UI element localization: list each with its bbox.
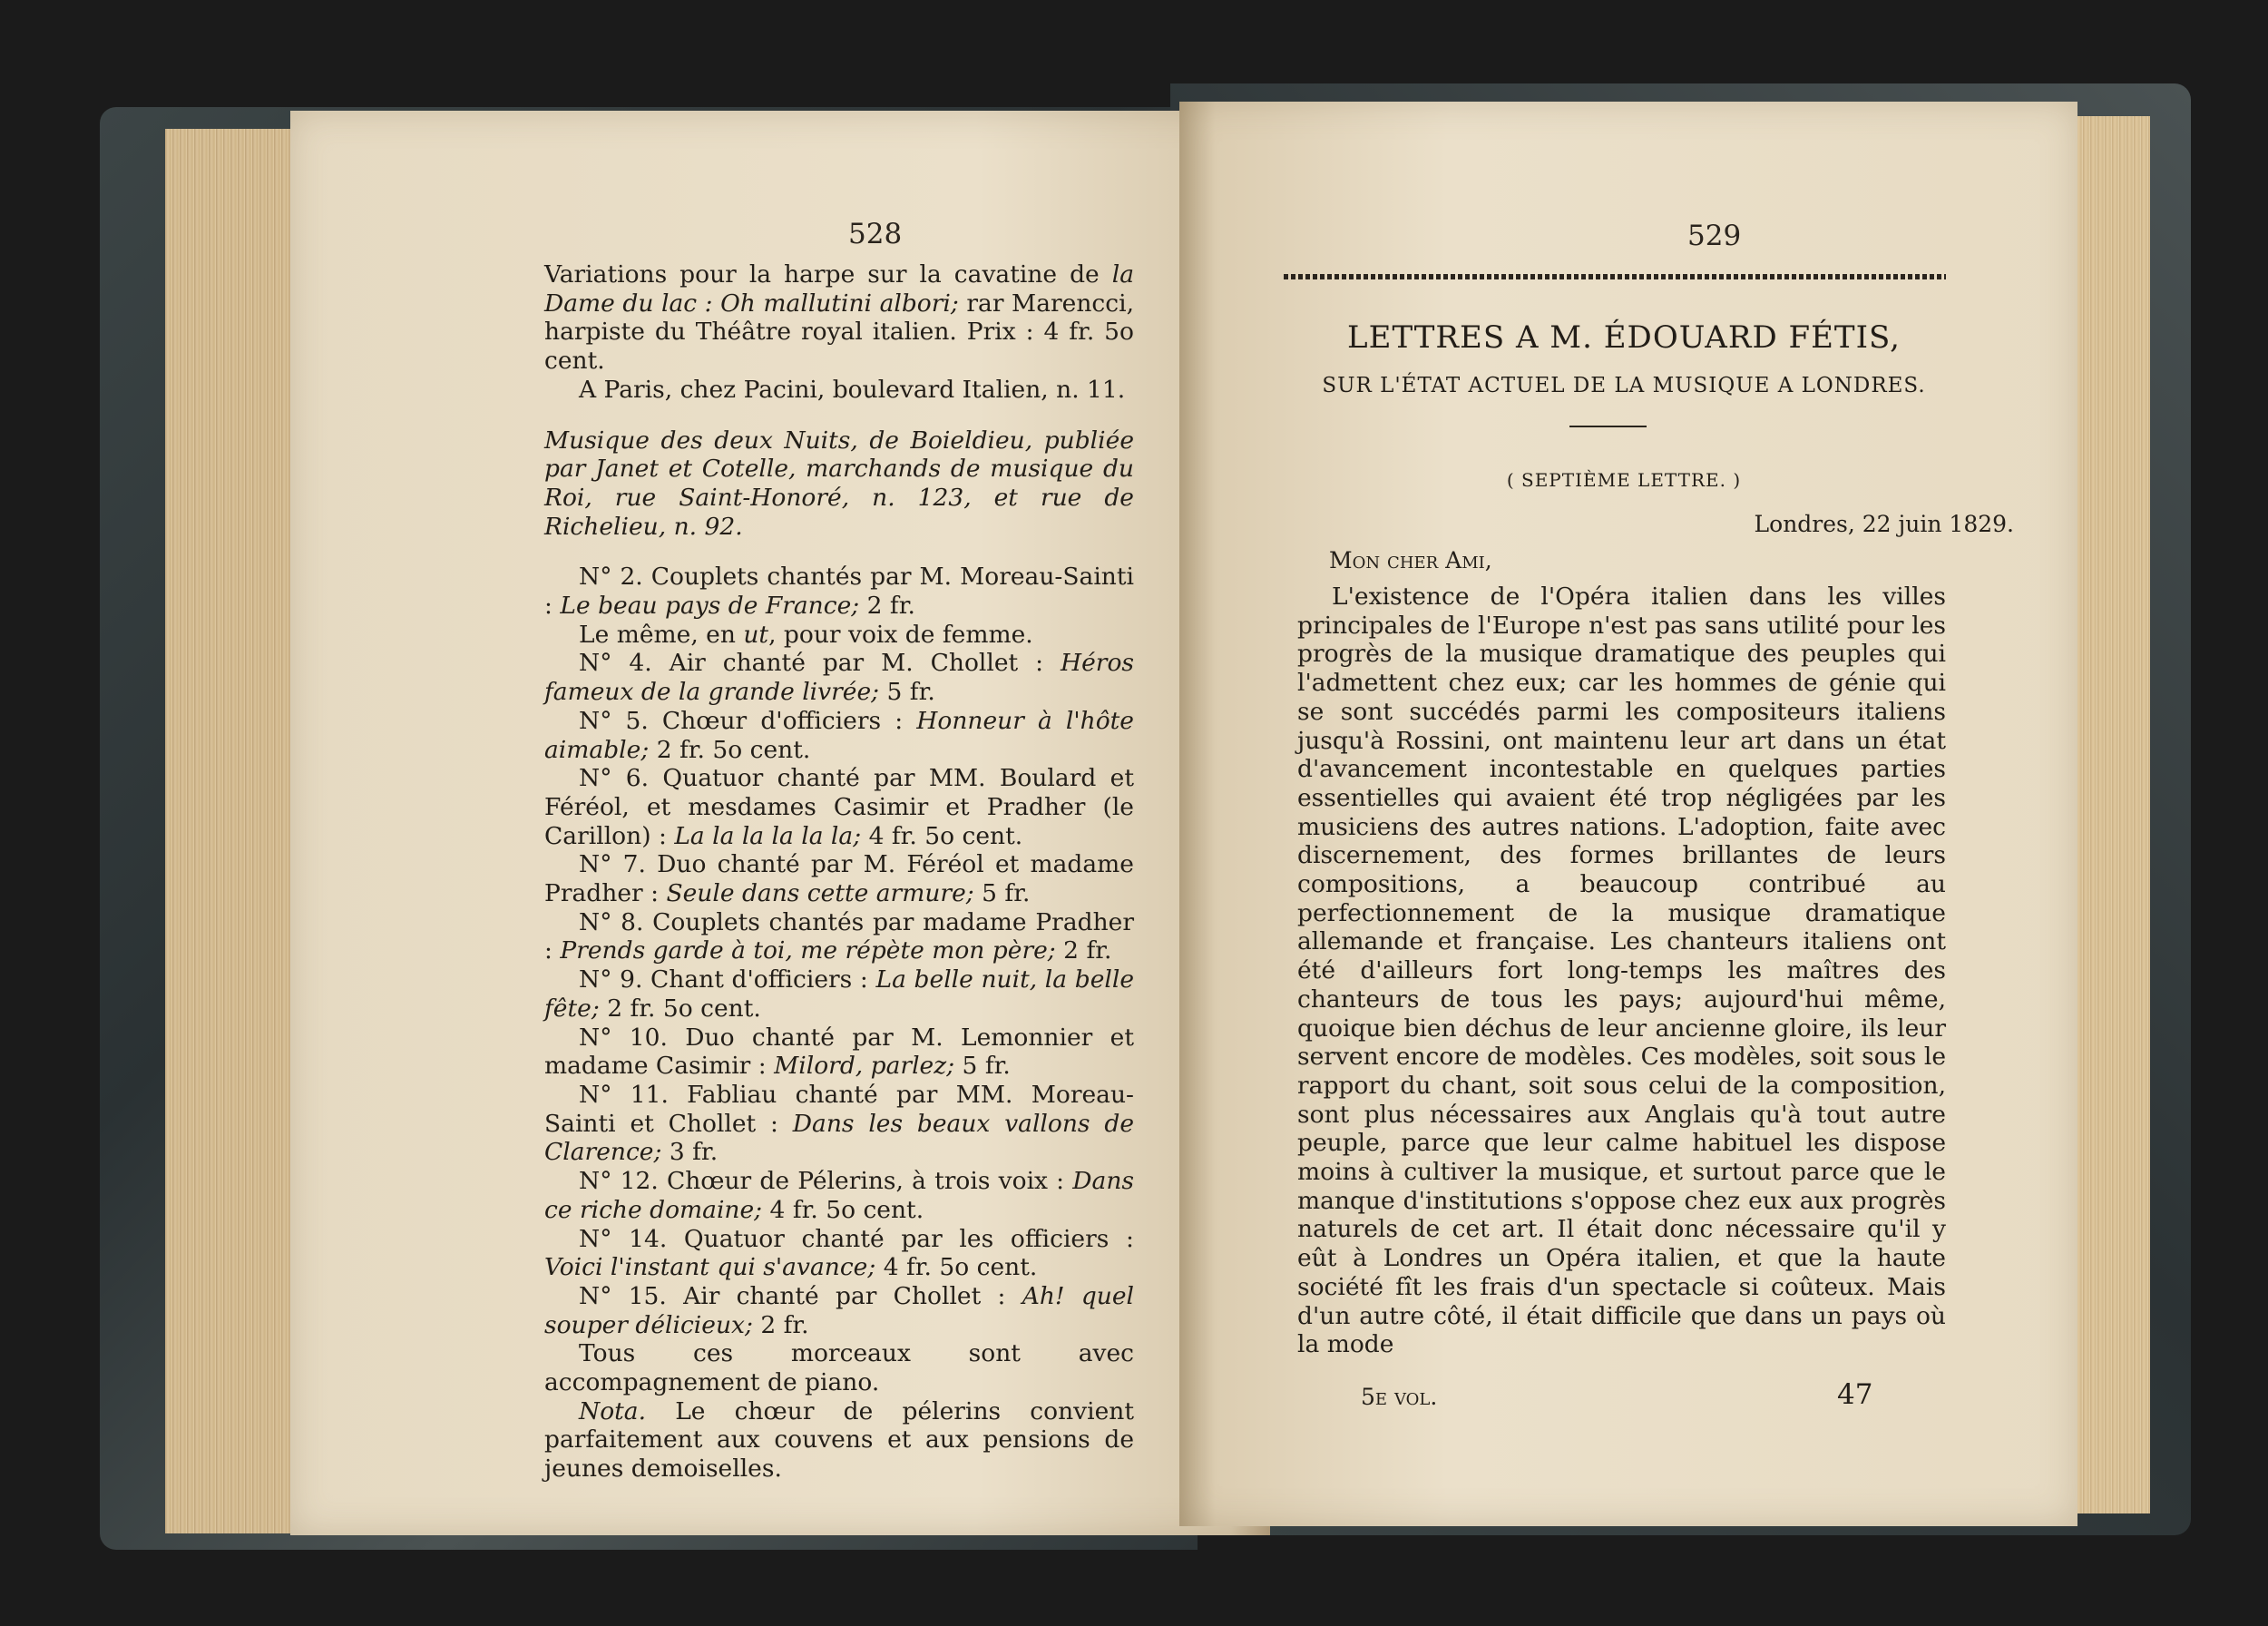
catalog-paragraph: [544, 621, 1134, 650]
roman-text: 5 fr.: [879, 678, 935, 707]
open-book: [100, 91, 2186, 1543]
roman-text: , pour voix de femme.: [768, 620, 1033, 649]
catalog-paragraph: [544, 563, 1134, 620]
roman-text: N° 2. Couplets chantés par M. Moreau-Sainti :: [544, 563, 1134, 621]
roman-text: N° 12. Chœur de Pélerins, à trois voix :: [579, 1167, 1073, 1196]
catalog-paragraph: [544, 850, 1134, 907]
roman-text: 4 fr. 5o cent.: [861, 821, 1023, 850]
catalog-paragraph: [544, 707, 1134, 764]
catalog-paragraph: [544, 908, 1134, 965]
italic-text: La belle nuit, la belle fête;: [544, 965, 1135, 1023]
roman-text: Le chœur de pélerins convient parfaitement aux couvens et aux pensions de jeunes demoiselles.: [544, 1396, 1134, 1484]
italic-text: Dans les beaux vallons de Clarence;: [544, 1109, 1135, 1167]
roman-text: A Paris, chez Pacini, boulevard Italien, n. 11.: [579, 375, 1126, 404]
italic-text: La la la la la la;: [674, 821, 862, 850]
roman-text: 2 fr.: [1055, 936, 1112, 965]
letter-number: ( SEPTIÈME LETTRE. ): [1506, 469, 1742, 491]
left-page-text: [544, 260, 1134, 1484]
italic-text: Ah! quel souper délicieux;: [544, 1281, 1135, 1339]
roman-text: 5 fr.: [973, 879, 1031, 908]
catalog-paragraph: [544, 1339, 1134, 1396]
roman-text: 4 fr. 5o cent.: [875, 1253, 1038, 1282]
italic-text: Musique des deux Nuits, de Boieldieu, publiée par Janet et Cotelle, marchands de musique du Roi, rue Saint-Honoré, n. 123, et rue de Richelieu, n. 92.: [544, 426, 1134, 541]
catalog-paragraph: [544, 1225, 1134, 1282]
roman-text: 4 fr. 5o cent.: [762, 1195, 924, 1224]
roman-text: Tous ces morceaux sont avec accompagnement de piano.: [544, 1339, 1134, 1397]
roman-text: Le même, en: [579, 620, 744, 649]
catalog-paragraph: [544, 1024, 1134, 1081]
roman-text: 5 fr.: [954, 1052, 1011, 1081]
letter-body: [1297, 583, 1946, 1359]
catalog-paragraph: [544, 260, 1134, 376]
italic-text: Le beau pays de France;: [560, 592, 860, 621]
roman-text: 2 fr. 5o cent.: [599, 994, 761, 1023]
header-rule: [1284, 274, 1946, 279]
roman-text: N° 7. Duo chanté par M. Féréol et madame Pradher :: [544, 850, 1134, 908]
roman-text: 3 fr.: [661, 1138, 719, 1167]
italic-text: Seule dans cette armure;: [666, 879, 974, 908]
roman-text: N° 15. Air chanté par Chollet :: [579, 1281, 1022, 1310]
roman-text: N° 10. Duo chanté par M. Lemonnier et madame Casimir :: [544, 1023, 1134, 1081]
letter-subtitle: SUR L'ÉTAT ACTUEL DE LA MUSIQUE A LONDRES.: [1322, 374, 1926, 397]
signature-mark: 5e vol.: [1361, 1384, 1438, 1410]
roman-text: rar Marencci, harpiste du Théâtre royal italien. Prix : 4 fr. 5o cent.: [544, 289, 1134, 376]
roman-text: N° 4. Air chanté par M. Chollet :: [579, 649, 1061, 678]
catalog-paragraph: [544, 376, 1134, 405]
right-page: [1179, 102, 2077, 1526]
dateline: Londres, 22 juin 1829.: [1754, 511, 2014, 537]
title-rule: [1569, 426, 1647, 427]
italic-text: Honneur à l'hôte aimable;: [544, 706, 1134, 764]
italic-text: Nota.: [579, 1396, 647, 1425]
roman-text: 2 fr. 5o cent.: [649, 735, 811, 764]
catalog-paragraph: [544, 965, 1134, 1023]
gathering-number: 47: [1837, 1378, 1873, 1411]
catalog-paragraph: [544, 764, 1134, 850]
roman-text: 2 fr.: [752, 1310, 809, 1339]
italic-text: ut: [743, 620, 769, 649]
italic-text: la Dame du lac : Oh mallutini albori;: [544, 260, 1134, 318]
italic-text: Dans ce riche domaine;: [544, 1167, 1134, 1224]
roman-text: Variations pour la harpe sur la cavatine de: [544, 260, 1112, 289]
italic-text: Prends garde à toi, me répète mon père;: [560, 936, 1056, 965]
italic-text: Milord, parlez;: [774, 1052, 955, 1081]
roman-text: N° 5. Chœur d'officiers :: [579, 706, 917, 735]
roman-text: N° 11. Fabliau chanté par MM. Moreau-Sainti et Chollet :: [544, 1080, 1134, 1138]
catalog-paragraph: [544, 1282, 1134, 1339]
catalog-paragraph: [544, 1081, 1134, 1167]
italic-text: Voici l'instant qui s'avance;: [544, 1253, 876, 1282]
catalog-paragraph: [544, 426, 1134, 542]
catalog-paragraph: [544, 649, 1134, 706]
roman-text: 2 fr.: [859, 592, 915, 621]
letter-body-paragraph: L'existence de l'Opéra italien dans les villes principales de l'Europe n'est pas sans utilité pour les progrès de la musique dramatique des peuples qui l'admettent chez eux; car les hommes de génie qui se sont succédés parmi les compositeurs italiens jusqu'à Rossini, ont maintenu leur art dans un état d'avancement incontestable en quelques parties essentielles qui avaient été trop négligées par les musiciens des autres nations. L'adoption, faite avec discernement, des formes brillantes de leurs compositions, a beaucoup contribué au perfectionnement de la musique dramatique allemande et française. Les chanteurs italiens ont été d'ailleurs fort long-temps les maîtres des chanteurs de tous les pays; aujourd'hui même, quoique bien déchus de leur ancienne gloire, ils leur servent encore de modèles. Ces modèles, soit sous le rapport du chant, soit sous celui de la composition, sont plus nécessaires aux Anglais qu'à tout autre peuple, parce que leur calme habituel les dispose moins à cultiver la musique, et surtout parce que le manque d'institutions s'oppose chez eux aux progrès naturels de cet art. Il était donc nécessaire qu'il y eût à Londres un Opéra italien, et que la haute société fît les frais d'un spectacle si coûteux. Mais d'un autre côté, il était difficile que dans un pays où la mode: [1297, 583, 1946, 1359]
roman-text: N° 8. Couplets chantés par madame Pradher :: [544, 907, 1134, 965]
catalog-paragraph: [544, 1397, 1134, 1484]
roman-text: N° 14. Quatuor chanté par les officiers :: [579, 1224, 1134, 1253]
roman-text: N° 6. Quatuor chanté par MM. Boulard et Féréol, et mesdames Casimir et Pradher (le Carillon) :: [544, 764, 1134, 850]
right-page-number: 529: [1687, 220, 1742, 252]
left-page-number: 528: [848, 218, 903, 250]
italic-text: Héros fameux de la grande livrée;: [544, 649, 1134, 707]
letter-title: LETTRES A M. ÉDOUARD FÉTIS,: [1347, 319, 1901, 356]
roman-text: N° 9. Chant d'officiers :: [579, 965, 876, 994]
left-page: [290, 111, 1270, 1535]
salutation: Mon cher Ami,: [1329, 547, 1492, 573]
page-edges-right: [2068, 116, 2150, 1513]
catalog-paragraph: [544, 1167, 1134, 1224]
